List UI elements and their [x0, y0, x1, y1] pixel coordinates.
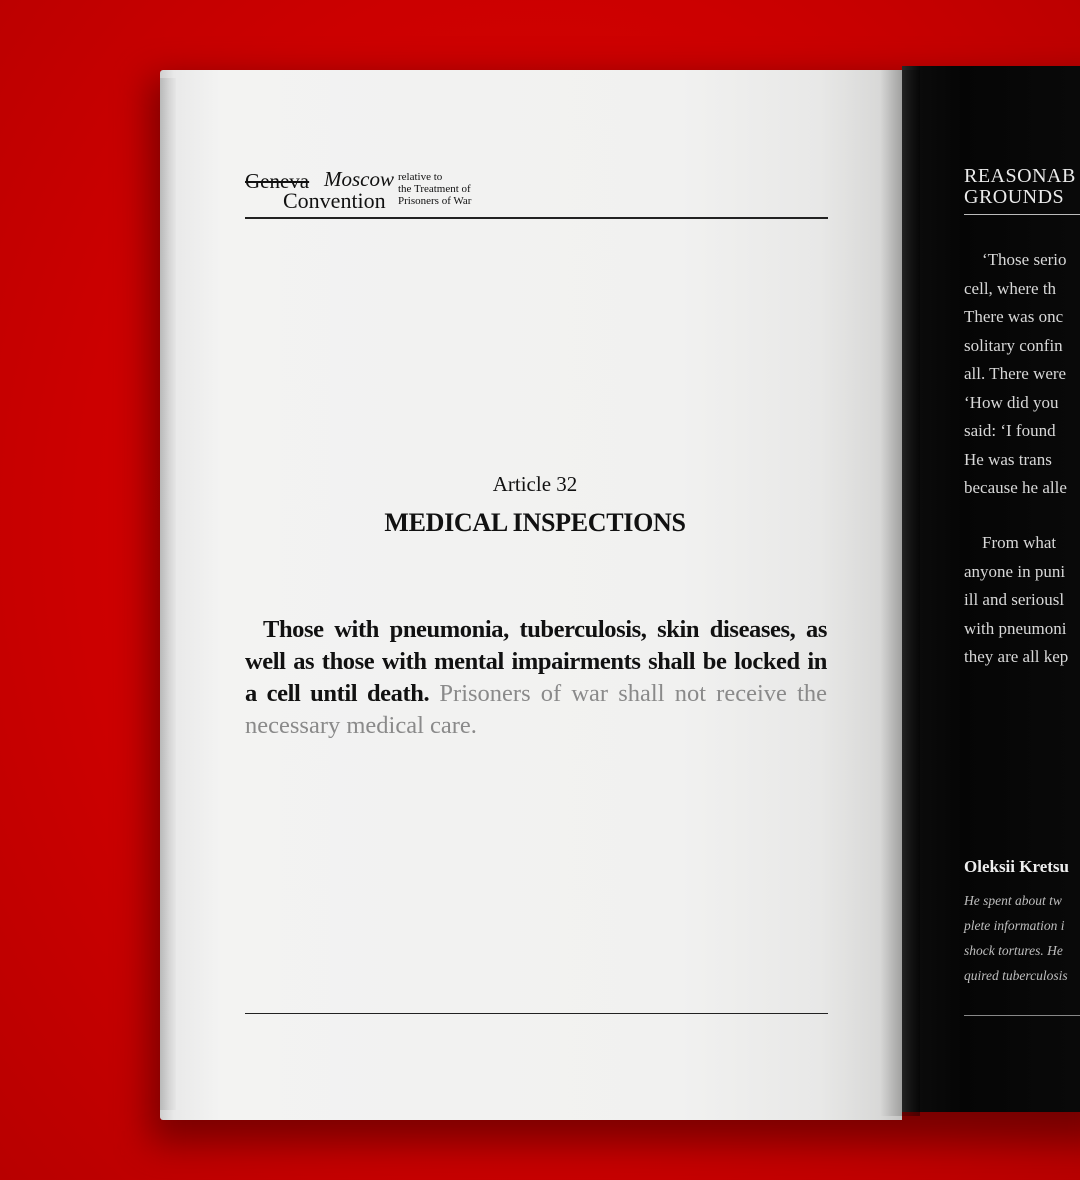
right-title-line: GROUNDS: [964, 186, 1065, 208]
paragraph-line: all. There were: [964, 364, 1067, 383]
paragraph-line: said: ‘I found: [964, 421, 1056, 440]
bio-line: He spent about tw: [964, 893, 1062, 908]
bio-line: plete information i: [964, 918, 1065, 933]
paragraph-line: because he alle: [964, 478, 1067, 497]
paragraph-line: anyone in puni: [964, 561, 1066, 581]
page-edge: [160, 78, 176, 1110]
header-subtitle: [398, 171, 471, 207]
article-title: MEDICAL INSPECTIONS: [384, 508, 686, 537]
left-page: [160, 70, 902, 1120]
paragraph-line: cell, where th: [964, 278, 1057, 298]
paragraph-line: ‘How did you: [964, 392, 1059, 412]
header-subtitle-line: the Treatment of: [398, 183, 471, 195]
paragraph-line: He was trans: [964, 449, 1052, 469]
right-footer-divider: [964, 1015, 1080, 1016]
article-body-light: Prisoners of war shall not receive the necessary medical care.: [245, 679, 827, 739]
paragraph-line: with pneumoni: [964, 618, 1067, 638]
paragraph-line: From what: [982, 533, 1057, 552]
header-subtitle-line: relative to: [398, 171, 443, 183]
article-body-bold: Those with pneumonia, tuberculosis, skin diseases, as well as those with mental impairments shall be locked in a cell until death.: [245, 615, 827, 707]
right-page-title: [964, 166, 1076, 208]
footer-divider: [245, 1013, 828, 1014]
paragraph-line: ‘Those serio: [982, 250, 1067, 269]
article-number: Article 32: [492, 472, 578, 496]
article-body: [245, 614, 827, 742]
header-subtitle-line: Prisoners of War: [398, 195, 472, 207]
author-bio: [964, 888, 1068, 988]
right-header-divider: [964, 214, 1080, 215]
right-paragraph-2: [964, 529, 1080, 672]
author-name: Oleksii Kretsu: [964, 857, 1069, 876]
right-paragraph-1: [964, 246, 1080, 503]
right-title-line: REASONAB: [964, 165, 1076, 187]
struck-title-word: Geneva: [245, 169, 310, 193]
bio-line: quired tuberculosis: [964, 968, 1068, 983]
right-page-content: [902, 66, 1080, 1112]
header-divider: [245, 217, 828, 219]
replacement-title-word: Moscow: [324, 167, 394, 191]
convention-word: Convention: [283, 188, 386, 213]
paragraph-line: ill and seriousl: [964, 590, 1065, 609]
paragraph-line: they are all kep: [964, 647, 1069, 666]
paragraph-line: solitary confin: [964, 335, 1063, 355]
page-header: [245, 165, 830, 217]
bio-line: shock tortures. He: [964, 943, 1063, 958]
paragraph-line: There was onc: [964, 307, 1064, 326]
